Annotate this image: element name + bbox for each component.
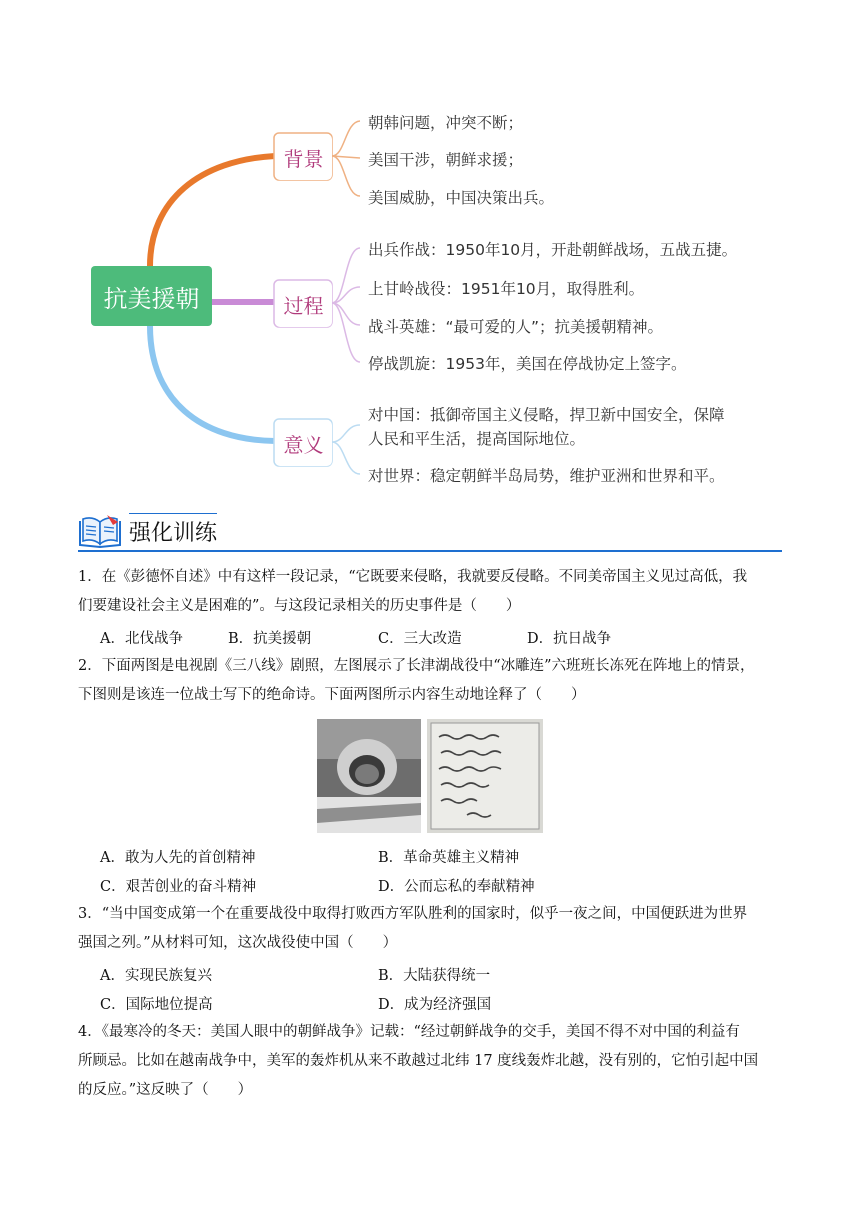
question-3-option-d: D．成为经济强国 [378,997,492,1013]
section-title: 强化训练 [129,521,218,546]
section-divider [78,550,782,552]
question-3-option-a: A．实现民族复兴 [100,968,212,984]
leaf-guocheng-2: 上甘岭战役：1951年10月，取得胜利。 [368,280,645,298]
question-4-line-2: 所顾忌。比如在越南战争中，美军的轰炸机从来不敢越过北纬 17 度线轰炸北越，没有别的，它怕引起中国 [78,1053,759,1069]
leaf-beijing-1: 朝韩问题，冲突不断； [368,114,524,132]
question-1-option-d: D．抗日战争 [527,631,612,647]
question-3-option-b: B．大陆获得统一 [378,968,491,984]
leaf-guocheng-3: 战斗英雄：“最可爱的人”；抗美援朝精神。 [368,318,664,336]
mind-map [0,0,860,500]
leaf-yiyi-2: 人民和平生活，提高国际地位。 [368,430,586,448]
branch-guocheng: 过程 [275,281,332,327]
question-2 [78,652,784,710]
question-3-line-1: 3．“当中国变成第一个在重要战役中取得打败西方军队胜利的国家时，似乎一夜之间，中国便跃进为世界 [78,906,748,922]
leaf-guocheng-4: 停战凯旋：1953年，美国在停战协定上签字。 [368,355,687,373]
question-2-line-1: 2．下面两图是电视剧《三八线》剧照，左图展示了长津湖战役中“冰雕连”六班班长冻死在阵地上的情景， [78,658,755,674]
question-1 [78,563,784,621]
question-2-option-b: B．革命英雄主义精神 [378,850,520,866]
mind-map-root: 抗美援朝 [91,266,212,326]
leaf-beijing-2: 美国干涉，朝鲜求援； [368,151,524,169]
question-1-option-a: A．北伐战争 [100,631,183,647]
connector-beijing [150,156,275,266]
leaf-yiyi-3: 对世界：稳定朝鲜半岛局势，维护亚洲和世界和平。 [368,467,725,485]
question-4 [78,1018,784,1105]
leaf-yiyi-1: 对中国：抵御帝国主义侵略，捍卫新中国安全，保障 [368,406,725,424]
question-3-option-c: C．国际地位提高 [100,997,213,1013]
question-1-option-b: B．抗美援朝 [228,631,312,647]
question-1-line-1: 1．在《彭德怀自述》中有这样一段记录，“它既要来侵略，我就要反侵略。不同美帝国主义见过高低，我 [78,569,748,585]
question-3-line-2: 强国之列。”从材料可知，这次战役使中国（ ） [78,935,398,951]
question-1-option-c: C．三大改造 [378,631,462,647]
leaf-guocheng-1: 出兵作战：1950年10月，开赴朝鲜战场，五战五捷。 [368,241,738,259]
question-2-option-a: A．敢为人先的首创精神 [100,850,256,866]
open-book-icon [77,513,123,549]
section-title-overline [129,513,217,514]
question-2-line-2: 下图则是该连一位战士写下的绝命诗。下面两图所示内容生动地诠释了（ ） [78,687,586,703]
question-3 [78,900,784,958]
question-1-line-2: 们要建设社会主义是困难的”。与这段记录相关的历史事件是（ ） [78,598,521,614]
question-4-line-3: 的反应。”这反映了（ ） [78,1082,253,1098]
question-2-option-d: D．公而忘私的奉献精神 [378,879,535,895]
drama-stills-image [317,719,543,833]
question-2-option-c: C．艰苦创业的奋斗精神 [100,879,257,895]
connector-yiyi [150,326,275,441]
question-4-line-1: 4．《最寒冷的冬天：美国人眼中的朝鲜战争》记载：“经过朝鲜战争的交手，美国不得不对中国的利益有 [78,1024,740,1040]
branch-yiyi: 意义 [275,420,332,466]
branch-beijing: 背景 [275,134,332,180]
leaf-beijing-3: 美国威胁，中国决策出兵。 [368,189,555,207]
